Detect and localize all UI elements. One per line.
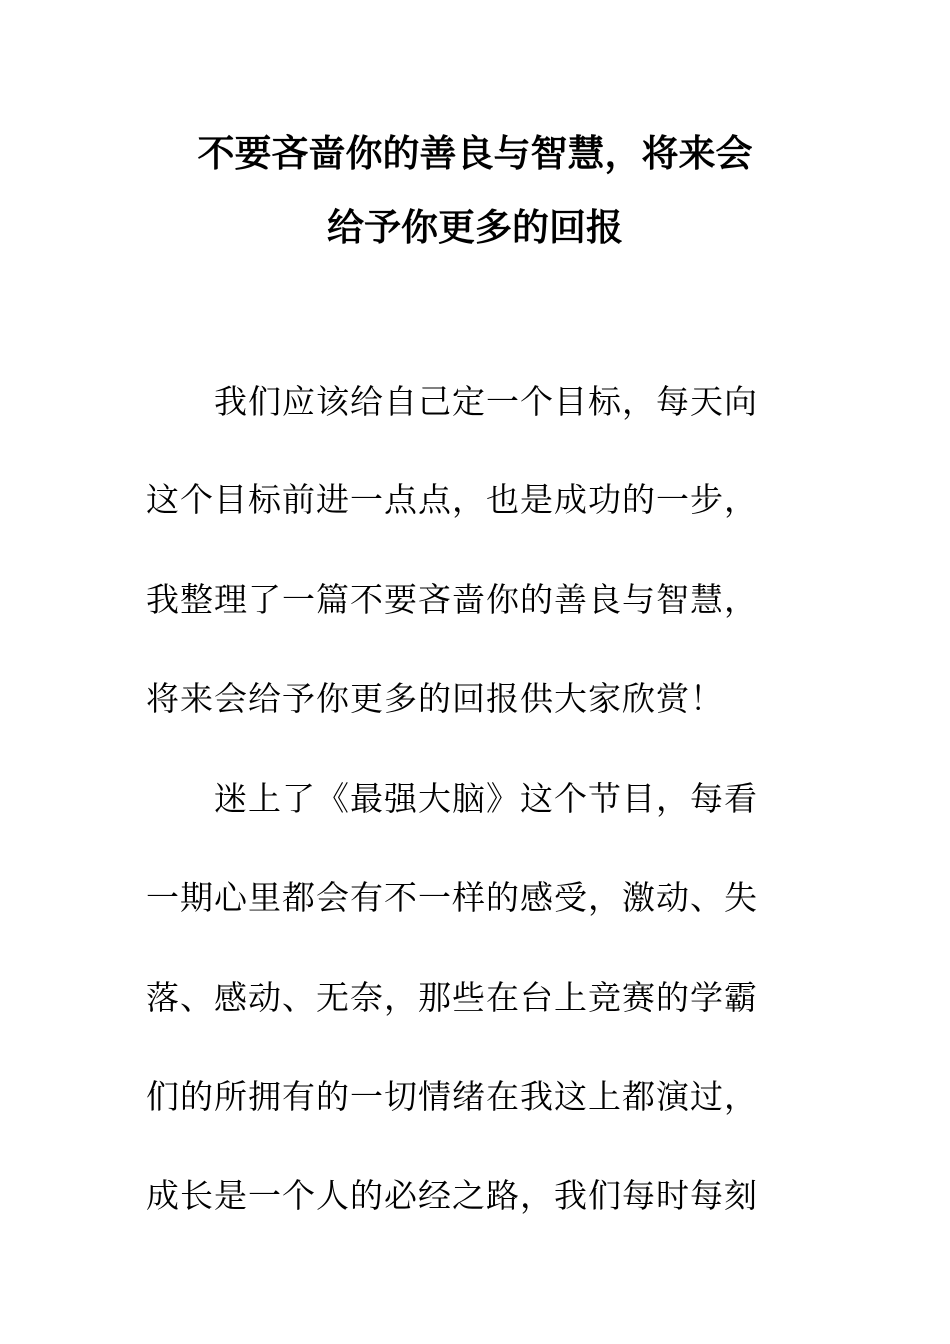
document-title-line-1: 不要吝啬你的善良与智慧，将来会 xyxy=(197,131,753,175)
paragraph-2-line-4: 们的所拥有的一切情绪在我这上都演过， xyxy=(146,1077,758,1116)
paragraph-2-line-2: 一期心里都会有不一样的感受，激动、失 xyxy=(146,878,758,917)
document-title-line-2: 给予你更多的回报 xyxy=(327,205,623,249)
paragraph-2-line-3: 落、感动、无奈，那些在台上竞赛的学霸 xyxy=(146,978,758,1017)
paragraph-1-line-4: 将来会给予你更多的回报供大家欣赏！ xyxy=(146,679,724,718)
paragraph-1-line-1: 我们应该给自己定一个目标，每天向 xyxy=(214,382,758,421)
paragraph-1-line-2: 这个目标前进一点点，也是成功的一步， xyxy=(146,480,758,519)
paragraph-1-line-3: 我整理了一篇不要吝啬你的善良与智慧， xyxy=(146,580,758,619)
paragraph-2-line-1: 迷上了《最强大脑》这个节目，每看 xyxy=(214,779,758,818)
paragraph-2-line-5: 成长是一个人的必经之路，我们每时每刻 xyxy=(146,1176,758,1215)
